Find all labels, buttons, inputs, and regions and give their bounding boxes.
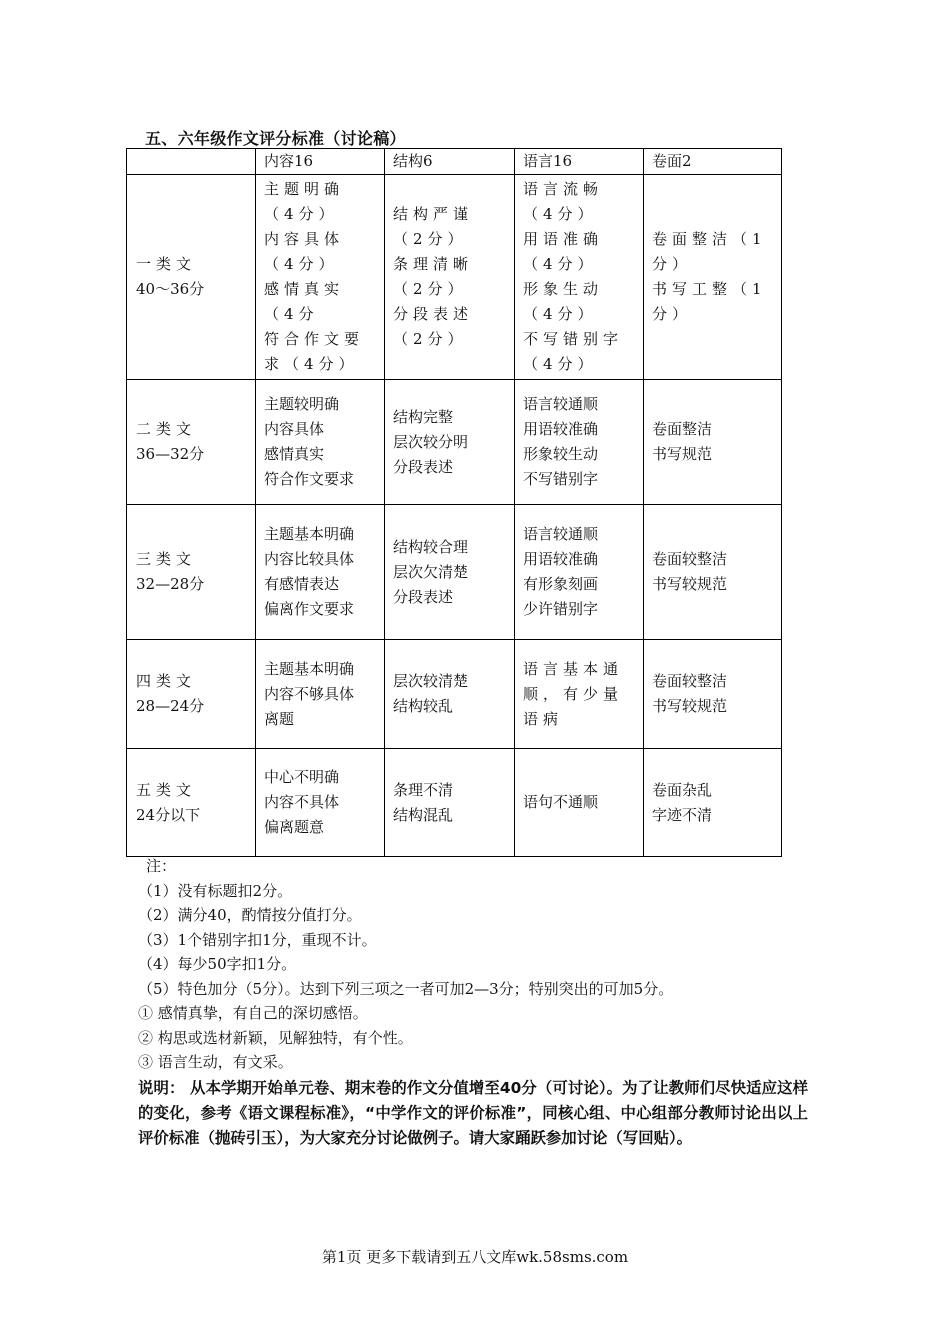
paper-cell — [644, 640, 782, 749]
cell-line: 符合作文要求 — [264, 470, 355, 488]
cell-line: 分段表述 — [393, 457, 454, 476]
cell-line: 结构完整 — [393, 407, 454, 426]
category-name: 三类文 — [136, 550, 197, 568]
cell-line: 内容不够具体 — [264, 684, 355, 703]
cell-line: 内容比较具体 — [264, 550, 355, 568]
cell-line: 主题基本明确 — [264, 659, 355, 678]
note-item: （5）特色加分（5分）。达到下列三项之一者可加2—3分；特别突出的可加5分。 — [138, 979, 674, 998]
table-row — [127, 749, 782, 857]
cell-line: 主题基本明确 — [264, 525, 355, 543]
header-paper: 卷面2 — [644, 149, 782, 175]
structure-cell — [385, 505, 515, 640]
cell-line: 结构较乱 — [393, 697, 454, 715]
structure-cell — [385, 749, 515, 857]
cell-line: 用语较准确 — [523, 550, 599, 568]
header-content: 内容16 — [256, 149, 385, 175]
cell-line: 结构较合理 — [393, 537, 469, 556]
table-header-row — [127, 149, 782, 175]
cell-line: 用语较准确 — [523, 420, 599, 438]
category-range: 32—28分 — [136, 575, 205, 593]
cell-line: 形象较生动 — [523, 445, 599, 463]
structure-cell — [385, 640, 515, 749]
header-language: 语言16 — [515, 149, 644, 175]
notes-section — [138, 854, 818, 1075]
category-name: 一类文 — [136, 255, 197, 273]
note-item: （4）每少50字扣1分。 — [138, 955, 297, 973]
cell-line: 层次较清楚 — [393, 672, 469, 690]
cell-line: 主题明确（4分） — [264, 180, 345, 223]
category-range: 28—24分 — [136, 697, 205, 715]
category-range: 36—32分 — [136, 445, 205, 463]
cell-line: 感情真实 — [264, 445, 325, 463]
page-footer: 第1页 更多下载请到五八文库wk.58sms.com — [321, 1248, 629, 1266]
cell-line: 偏离作文要求 — [264, 600, 355, 618]
cell-line: 卷面杂乱 — [652, 780, 713, 799]
cell-line: 语言较通顺 — [523, 395, 599, 413]
cell-line: 条理清晰（2分） — [393, 255, 474, 298]
cell-line: 主题较明确 — [264, 395, 340, 413]
cell-line: 层次欠清楚 — [393, 562, 469, 581]
cell-line: 不写错别字（4分） — [523, 330, 624, 373]
category-cell — [127, 749, 256, 857]
category-cell — [127, 505, 256, 640]
cell-line: 用语准确（4分） — [523, 230, 604, 273]
cell-line: 条理不清 — [393, 780, 454, 799]
category-range: 40～36分 — [136, 280, 205, 298]
cell-line: 内容具体（4分） — [264, 230, 345, 273]
cell-line: 符合作文要求（4分） — [264, 330, 365, 373]
category-cell — [127, 175, 256, 380]
cell-line: 分段表述 — [393, 587, 454, 606]
cell-line: 内容不具体 — [264, 793, 340, 811]
cell-line: 字迹不清 — [652, 805, 713, 824]
table-row — [127, 380, 782, 505]
cell-line: 内容具体 — [264, 420, 325, 438]
content-cell — [256, 380, 385, 505]
cell-line: 语句不通顺 — [523, 793, 599, 811]
cell-line: 书写较规范 — [652, 575, 728, 593]
cell-line: 少许错别字 — [523, 600, 599, 618]
category-name: 二类文 — [136, 420, 197, 438]
category-range: 24分以下 — [136, 805, 201, 824]
content-cell — [256, 175, 385, 380]
cell-line: 卷面较整洁 — [652, 550, 728, 568]
scoring-table — [126, 148, 782, 857]
table-row — [127, 175, 782, 380]
cell-line: 层次较分明 — [393, 432, 469, 451]
cell-line: 结构混乱 — [393, 805, 454, 824]
cell-line: 书写较规范 — [652, 697, 728, 715]
paper-cell — [644, 505, 782, 640]
category-cell — [127, 380, 256, 505]
cell-line: 分段表述（2分） — [393, 305, 474, 348]
note-item: （3）1个错别字扣1分，重现不计。 — [138, 930, 377, 949]
cell-line: 有感情表达 — [264, 575, 340, 593]
paper-cell — [644, 749, 782, 857]
cell-line: 形象生动（4分） — [523, 280, 604, 323]
cell-line: 不写错别字 — [523, 470, 599, 488]
cell-line: 语言基本通顺，有少量语病 — [523, 659, 624, 728]
cell-line: 偏离题意 — [264, 818, 325, 836]
cell-line: 卷面较整洁 — [652, 672, 728, 690]
category-cell — [127, 640, 256, 749]
cell-line: 有形象刻画 — [523, 575, 599, 593]
structure-cell — [385, 380, 515, 505]
paper-cell — [644, 175, 782, 380]
cell-line: 卷面整洁（1分） — [652, 230, 767, 273]
header-structure: 结构6 — [385, 149, 515, 175]
table-row — [127, 640, 782, 749]
content-cell — [256, 749, 385, 857]
cell-line: 书写规范 — [652, 445, 713, 463]
paper-cell — [644, 380, 782, 505]
structure-cell — [385, 175, 515, 380]
cell-line: 语言较通顺 — [523, 525, 599, 543]
cell-line: 结构严谨（2分） — [393, 205, 474, 248]
category-name: 四类文 — [136, 672, 197, 690]
bonus-item: ① 感情真挚，有自己的深切感悟。 — [138, 1004, 368, 1022]
language-cell — [515, 749, 644, 857]
note-item: （1）没有标题扣2分。 — [138, 881, 293, 900]
language-cell — [515, 380, 644, 505]
cell-line: 卷面整洁 — [652, 420, 713, 438]
content-cell — [256, 505, 385, 640]
language-cell — [515, 505, 644, 640]
note-item: （2）满分40，酌情按分值打分。 — [138, 906, 362, 924]
cell-line: 语言流畅（4分） — [523, 180, 604, 223]
cell-line: 书写工整（1分） — [652, 280, 767, 323]
header-blank — [127, 149, 256, 175]
explanation-paragraph: 说明： 从本学期开始单元卷、期末卷的作文分值增至40分（可讨论）。为了让教师们尽快适应这样的变化，参考《语文课程标准》，“中学作文的评价标准”，同核心组、中心组部分教师讨论出以上评价标准（抛砖引玉），为大家充分讨论做例子。请大家踊跃参加讨论（写回贴）。 — [138, 1079, 808, 1147]
page-title: 五、六年级作文评分标准（讨论稿） — [145, 129, 406, 148]
bonus-item: ③ 语言生动，有文采。 — [138, 1053, 293, 1071]
language-cell — [515, 640, 644, 749]
table-row — [127, 505, 782, 640]
content-cell — [256, 640, 385, 749]
bonus-item: ② 构思或选材新颖，见解独特，有个性。 — [138, 1028, 413, 1047]
cell-line: 中心不明确 — [264, 768, 340, 786]
notes-heading: 注： — [146, 857, 177, 875]
language-cell — [515, 175, 644, 380]
category-name: 五类文 — [136, 780, 197, 799]
cell-line: 离题 — [264, 709, 295, 728]
cell-line: 感情真实（4分 — [264, 280, 345, 323]
